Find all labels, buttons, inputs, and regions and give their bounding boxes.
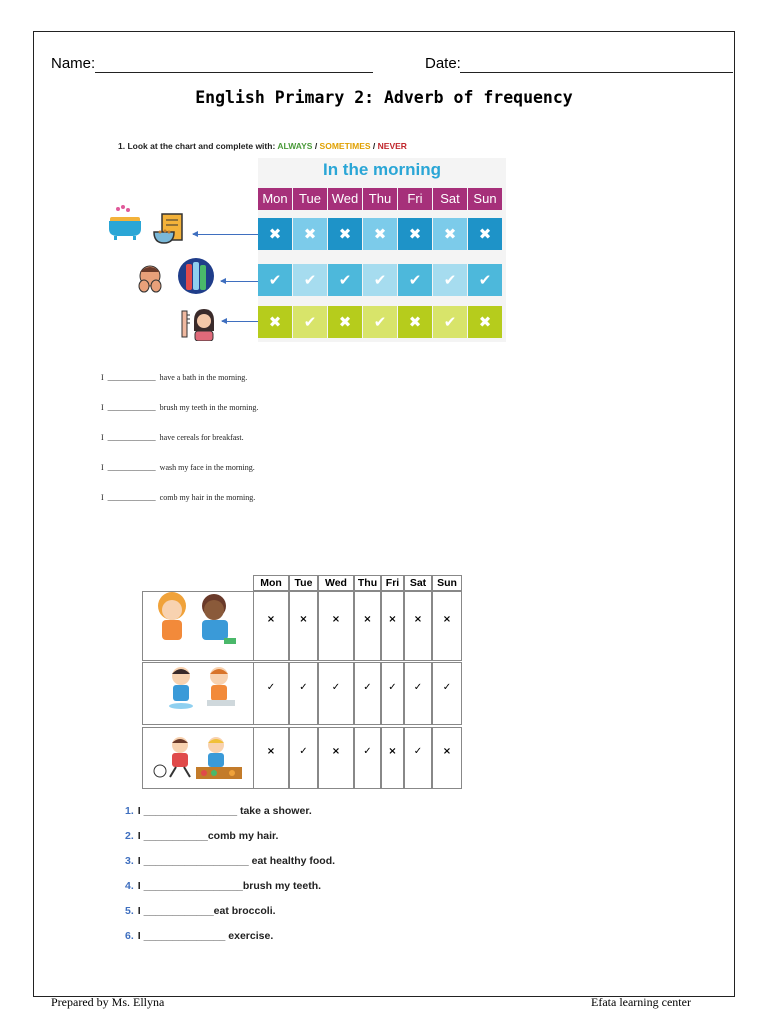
cross-mark-icon: × xyxy=(253,727,289,789)
face-wash-icon xyxy=(134,262,166,294)
sentence-text: comb my hair in the morning. xyxy=(159,493,256,502)
question-number: 6. xyxy=(125,930,134,942)
exercise1-instruction: 1. Look at the chart and complete with: ALWAYS / SOMETIMES / NEVER xyxy=(118,141,407,151)
answer-blank[interactable]: ____________ xyxy=(107,373,156,382)
question-text: I ____________eat broccoli. xyxy=(137,905,276,917)
cross-mark-icon: × xyxy=(381,591,404,661)
sentence-prefix: I xyxy=(101,373,104,382)
chart-title: In the morning xyxy=(322,160,442,179)
question-number: 1. xyxy=(125,805,134,817)
answer-blank[interactable]: ____________ xyxy=(107,463,156,472)
cross-mark-icon: ✖ xyxy=(328,306,363,338)
check-mark-icon: ✔ xyxy=(363,264,398,296)
answer-blank[interactable]: ____________ xyxy=(107,433,156,442)
day-header-sat: Sat xyxy=(433,188,468,210)
check-mark-icon: ✓ xyxy=(253,662,289,725)
cross-mark-icon: ✖ xyxy=(433,218,468,250)
sentence-prefix: I xyxy=(101,403,104,412)
footer-author: Prepared by Ms. Ellyna xyxy=(51,995,165,1009)
question-number: 4. xyxy=(125,880,134,892)
cross-mark-icon: ✖ xyxy=(328,218,363,250)
fill-in-question[interactable] xyxy=(125,930,273,942)
fill-in-question[interactable] xyxy=(125,905,276,917)
sentence-prefix: I xyxy=(101,463,104,472)
day-header-fri: Fri xyxy=(398,188,433,210)
footer-school: Efata learning center xyxy=(591,995,691,1009)
check-mark-icon: ✓ xyxy=(354,727,381,789)
day-header-thu: Thu xyxy=(354,575,381,591)
check-mark-icon: ✔ xyxy=(398,264,433,296)
question-number: 5. xyxy=(125,905,134,917)
answer-blank[interactable]: ____________ xyxy=(107,403,156,412)
day-header-sat: Sat xyxy=(404,575,432,591)
cross-mark-icon: ✖ xyxy=(363,218,398,250)
cross-mark-icon: × xyxy=(289,591,318,661)
fill-in-sentence[interactable] xyxy=(101,403,258,412)
cross-mark-icon: × xyxy=(432,591,462,661)
fill-in-question[interactable] xyxy=(125,805,312,817)
check-mark-icon: ✔ xyxy=(433,264,468,296)
day-header-thu: Thu xyxy=(363,188,398,210)
check-mark-icon: ✓ xyxy=(404,662,432,725)
day-header-tue: Tue xyxy=(293,188,328,210)
arrow-row1 xyxy=(193,234,258,235)
kids-brushing-teeth-picture xyxy=(150,588,246,648)
check-mark-icon: ✓ xyxy=(404,727,432,789)
day-header-fri: Fri xyxy=(381,575,404,591)
arrow-row2 xyxy=(221,281,258,282)
check-mark-icon: ✔ xyxy=(293,264,328,296)
day-header-mon: Mon xyxy=(253,575,289,591)
question-number: 3. xyxy=(125,855,134,867)
cross-mark-icon: ✖ xyxy=(468,218,503,250)
page-title: English Primary 2: Adverb of frequency xyxy=(195,88,573,107)
cross-mark-icon: ✖ xyxy=(258,306,293,338)
fill-in-question[interactable] xyxy=(125,855,335,867)
sentence-text: wash my face in the morning. xyxy=(159,463,255,472)
arrow-row3 xyxy=(222,321,258,322)
day-header-wed: Wed xyxy=(318,575,354,591)
cereal-icon xyxy=(152,212,186,246)
fill-in-sentence[interactable] xyxy=(101,463,255,472)
sentence-text: have a bath in the morning. xyxy=(159,373,248,382)
check-mark-icon: ✔ xyxy=(468,264,503,296)
cross-mark-icon: ✖ xyxy=(398,218,433,250)
cross-mark-icon: ✖ xyxy=(468,306,503,338)
day-header-sun: Sun xyxy=(468,188,503,210)
check-mark-icon: ✓ xyxy=(289,727,318,789)
check-mark-icon: ✓ xyxy=(289,662,318,725)
sentence-text: have cereals for breakfast. xyxy=(159,433,244,442)
cross-mark-icon: × xyxy=(432,727,462,789)
question-text: I _________________brush my teeth. xyxy=(137,880,322,892)
question-text: I __________________ eat healthy food. xyxy=(137,855,336,867)
sentence-prefix: I xyxy=(101,493,104,502)
morning-chart xyxy=(258,158,506,342)
question-text: I ________________ take a shower. xyxy=(137,805,312,817)
fill-in-sentence[interactable] xyxy=(101,373,247,382)
check-mark-icon: ✓ xyxy=(432,662,462,725)
kids-washing-face-picture xyxy=(163,662,241,712)
date-label: Date: xyxy=(425,55,461,72)
cross-mark-icon: × xyxy=(253,591,289,661)
cross-mark-icon: × xyxy=(354,591,381,661)
fill-in-sentence[interactable] xyxy=(101,493,255,502)
date-field[interactable] xyxy=(460,72,733,73)
day-header-mon: Mon xyxy=(258,188,293,210)
check-mark-icon: ✓ xyxy=(354,662,381,725)
day-header-tue: Tue xyxy=(289,575,318,591)
cross-mark-icon: × xyxy=(318,727,354,789)
cross-mark-icon: ✖ xyxy=(398,306,433,338)
fill-in-question[interactable] xyxy=(125,880,321,892)
name-field[interactable] xyxy=(95,72,373,73)
check-mark-icon: ✔ xyxy=(363,306,398,338)
cross-mark-icon: ✖ xyxy=(258,218,293,250)
name-label: Name: xyxy=(51,55,96,72)
check-mark-icon: ✔ xyxy=(293,306,328,338)
question-text: I ______________ exercise. xyxy=(137,930,274,942)
check-mark-icon: ✔ xyxy=(258,264,293,296)
toothbrush-icon xyxy=(176,256,216,296)
sentence-prefix: I xyxy=(101,433,104,442)
cross-mark-icon: ✖ xyxy=(293,218,328,250)
sentence-text: brush my teeth in the morning. xyxy=(159,403,259,412)
cross-mark-icon: × xyxy=(404,591,432,661)
fill-in-sentence[interactable] xyxy=(101,433,244,442)
fill-in-question[interactable] xyxy=(125,830,278,842)
question-text: I ___________comb my hair. xyxy=(137,830,279,842)
comb-girl-icon xyxy=(180,307,216,341)
question-number: 2. xyxy=(125,830,134,842)
day-header-wed: Wed xyxy=(328,188,363,210)
cross-mark-icon: × xyxy=(318,591,354,661)
cross-mark-icon: × xyxy=(381,727,404,789)
day-header-sun: Sun xyxy=(432,575,462,591)
kids-exercise-food-picture xyxy=(152,733,248,783)
check-mark-icon: ✓ xyxy=(381,662,404,725)
check-mark-icon: ✓ xyxy=(318,662,354,725)
check-mark-icon: ✔ xyxy=(433,306,468,338)
check-mark-icon: ✔ xyxy=(328,264,363,296)
bath-icon xyxy=(106,203,146,243)
answer-blank[interactable]: ____________ xyxy=(107,493,156,502)
